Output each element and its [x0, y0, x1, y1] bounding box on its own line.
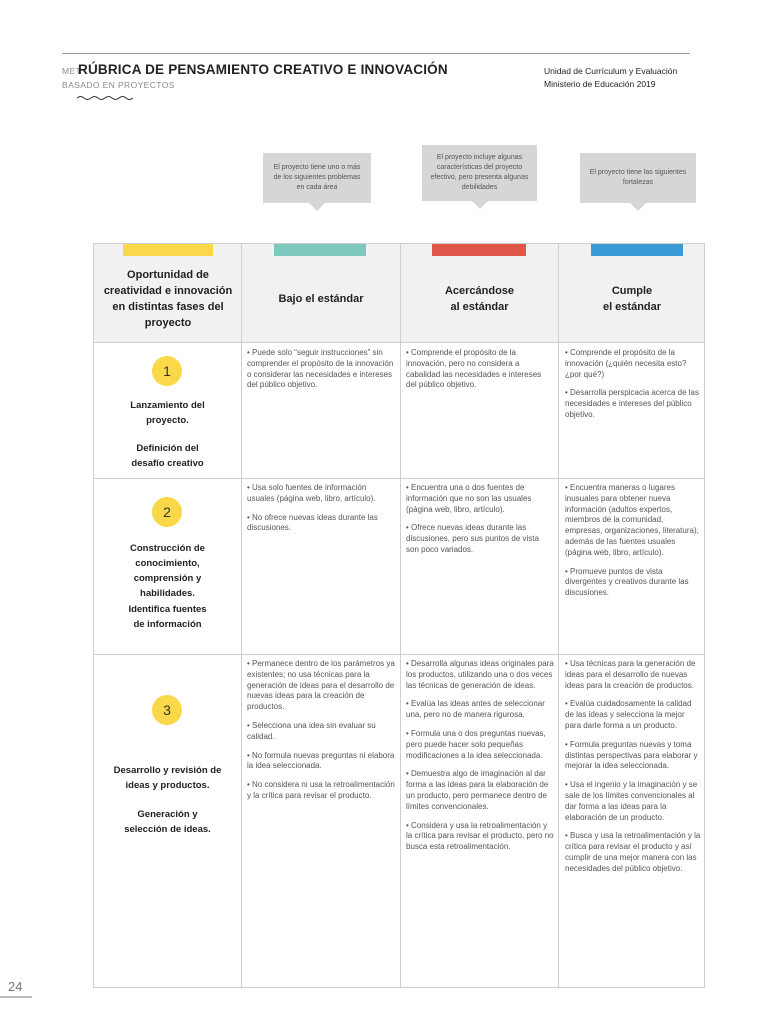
top-rule [62, 53, 690, 54]
column-header-acercandose-line1: Acercándose [444, 285, 515, 297]
column-divider [558, 244, 559, 987]
acercandose-cell [406, 348, 554, 399]
column-header-cumple-line2: el estándar [602, 301, 662, 313]
bajo-cell [247, 348, 395, 399]
phase-number-badge: 2 [152, 497, 182, 527]
phase-subtitle: Identifica fuentes de información [128, 604, 207, 630]
row-divider [94, 342, 704, 343]
criterion-item: • Evalúa las ideas antes de seleccionar una, pero no de manera rigurosa. [406, 699, 545, 720]
row-divider [94, 654, 704, 655]
column-header-opportunity-label: Oportunidad de creatividad e innovación en distintas fases del proyecto [103, 269, 233, 329]
criterion-item: • Usa el ingenio y la imaginación y se sale de los límites convencionales al dar forma a las ideas para la elaboración de un producto. [565, 780, 698, 822]
criterion-item: • Formula una o dos preguntas nuevas, pero puede hacer solo pequeñas modificaciones a la idea seleccionada. [406, 728, 546, 760]
column-header-acercandose [401, 256, 558, 342]
criterion-item: • Encuentra una o dos fuentes de información que no son las usuales (página web, libro, artículo). [406, 483, 532, 514]
organization-unit: Unidad de Currículum y Evaluación [544, 66, 678, 76]
criterion-item: • Desarrolla perspicacia acerca de las necesidades e intereses del público objetivo. [565, 388, 699, 419]
column-header-opportunity [100, 256, 236, 342]
bajo-cell [247, 659, 395, 810]
criterion-item: • Evalúa cuidadosamente la calidad de las ideas y selecciona la mejor para darle forma a un producto. [565, 699, 692, 730]
criterion-item: • Permanece dentro de los parámetros ya existentes; no usa técnicas para la generación de ideas para el desarrollo de nuevas ideas para la creación de productos. [247, 659, 395, 712]
criterion-item: • No ofrece nuevas ideas durante las discusiones. [247, 512, 378, 533]
criterion-item: • Formula preguntas nuevas y toma distintas perspectivas para elaborar y mejorar la idea seleccionada. [565, 739, 698, 771]
wave-decoration-icon [76, 94, 136, 102]
phase-title: Lanzamiento del proyecto. [130, 400, 205, 426]
criterion-item: • Desarrolla algunas ideas originales para los productos, utilizando una o dos veces las técnicas de generación de ideas. [406, 659, 554, 690]
phase-title: Construcción de conocimiento, comprensión y habilidades. [130, 543, 205, 599]
column-header-bajo [242, 256, 400, 342]
cumple-cell [565, 483, 701, 607]
row-divider [94, 478, 704, 479]
criterion-item: • Selecciona una idea sin evaluar su calidad. [247, 720, 376, 741]
column-divider [241, 244, 242, 987]
callout-acercandose [422, 145, 537, 201]
document-header [62, 62, 522, 112]
color-bar-teal [274, 244, 366, 256]
criterion-item: • Promueve puntos de vista divergentes y creativos durante las discusiones. [565, 566, 689, 598]
criterion-item: • Comprende el propósito de la innovación (¿quién necesita esto? ¿por qué?) [565, 348, 687, 379]
column-header-cumple [559, 256, 705, 342]
cumple-cell [565, 348, 701, 429]
document-subtitle: BASADO EN PROYECTOS [62, 80, 175, 90]
callout-bajo [263, 153, 371, 203]
phase-number-badge: 3 [152, 695, 182, 725]
acercandose-cell [406, 659, 554, 861]
criterion-item: • Considera y usa la retroalimentación y la crítica para revisar el producto, pero no busca esta retroalimentación. [406, 820, 554, 852]
phase-number-badge: 1 [152, 356, 182, 386]
callout-bajo-text: El proyecto tiene uno o más de los siguientes problemas en cada área [273, 164, 361, 191]
organization-block [544, 65, 704, 91]
criterion-item: • Busca y usa la retroalimentación y la crítica para revisar el producto y así cumplir de una mejor manera con las necesidades del público objetivo. [565, 831, 701, 873]
color-bar-red [432, 244, 526, 256]
criterion-item: • Encuentra maneras o lugares inusuales para obtener nueva información (adultos expertos, miembros de la comunidad, empresas, organizaciones, literatura), además de las fuentes usuales (página web, libro, artículo). [565, 483, 699, 557]
page-number: 24 [8, 979, 23, 994]
criterion-item: • Usa solo fuentes de información usuales (página web, libro, artículo). [247, 483, 376, 503]
column-header-cumple-line1: Cumple [611, 285, 653, 297]
column-divider [400, 244, 401, 987]
column-header-acercandose-line2: al estándar [450, 301, 509, 313]
criterion-item: • Comprende el propósito de la innovación, pero no considera a cabalidad las necesidades e intereses del público objetivo. [406, 348, 542, 390]
cumple-cell [565, 659, 701, 883]
phase-subtitle: Generación y selección de ideas. [124, 809, 211, 835]
criterion-item: • Ofrece nuevas ideas durante las discusiones, pero sus puntos de vista son poco variados. [406, 523, 539, 554]
criterion-item: • No considera ni usa la retroalimentación y la crítica para revisar el producto. [247, 780, 395, 800]
callout-acercandose-text: El proyecto incluye algunas características del proyecto efectivo, pero presenta algunas debilidades [430, 154, 529, 191]
callout-cumple-text: El proyecto tiene las siguientes fortalezas [589, 169, 687, 186]
color-bar-yellow [123, 244, 213, 256]
column-header-bajo-label: Bajo el estándar [278, 293, 364, 305]
ghost-heading: MET [62, 66, 82, 76]
bajo-cell [247, 483, 395, 542]
page-number-rule [0, 996, 32, 998]
page-title: RÚBRICA DE PENSAMIENTO CREATIVO E INNOVACIÓN [78, 62, 448, 77]
criterion-item: • Demuestra algo de imaginación al dar forma a las ideas para la elaboración de un producto, pero permanece dentro de límites convencionales. [406, 769, 549, 811]
organization-ministry: Ministerio de Educación 2019 [544, 79, 656, 89]
color-bar-blue [591, 244, 683, 256]
criterion-item: • No formula nuevas preguntas ni elabora la idea seleccionada. [247, 750, 395, 771]
acercandose-cell [406, 483, 554, 564]
phase-subtitle: Definición del desafío creativo [131, 443, 204, 469]
callout-cumple [580, 153, 696, 203]
criterion-item: • Puede solo “seguir instrucciones” sin comprender el propósito de la innovación o considerar las necesidades e intereses del público objetivo. [247, 348, 394, 390]
rubric-table [93, 243, 705, 988]
criterion-item: • Usa técnicas para la generación de ideas para el desarrollo de nuevas ideas para la creación de productos. [565, 659, 696, 690]
phase-title: Desarrollo y revisión de ideas y productos. [113, 765, 222, 791]
